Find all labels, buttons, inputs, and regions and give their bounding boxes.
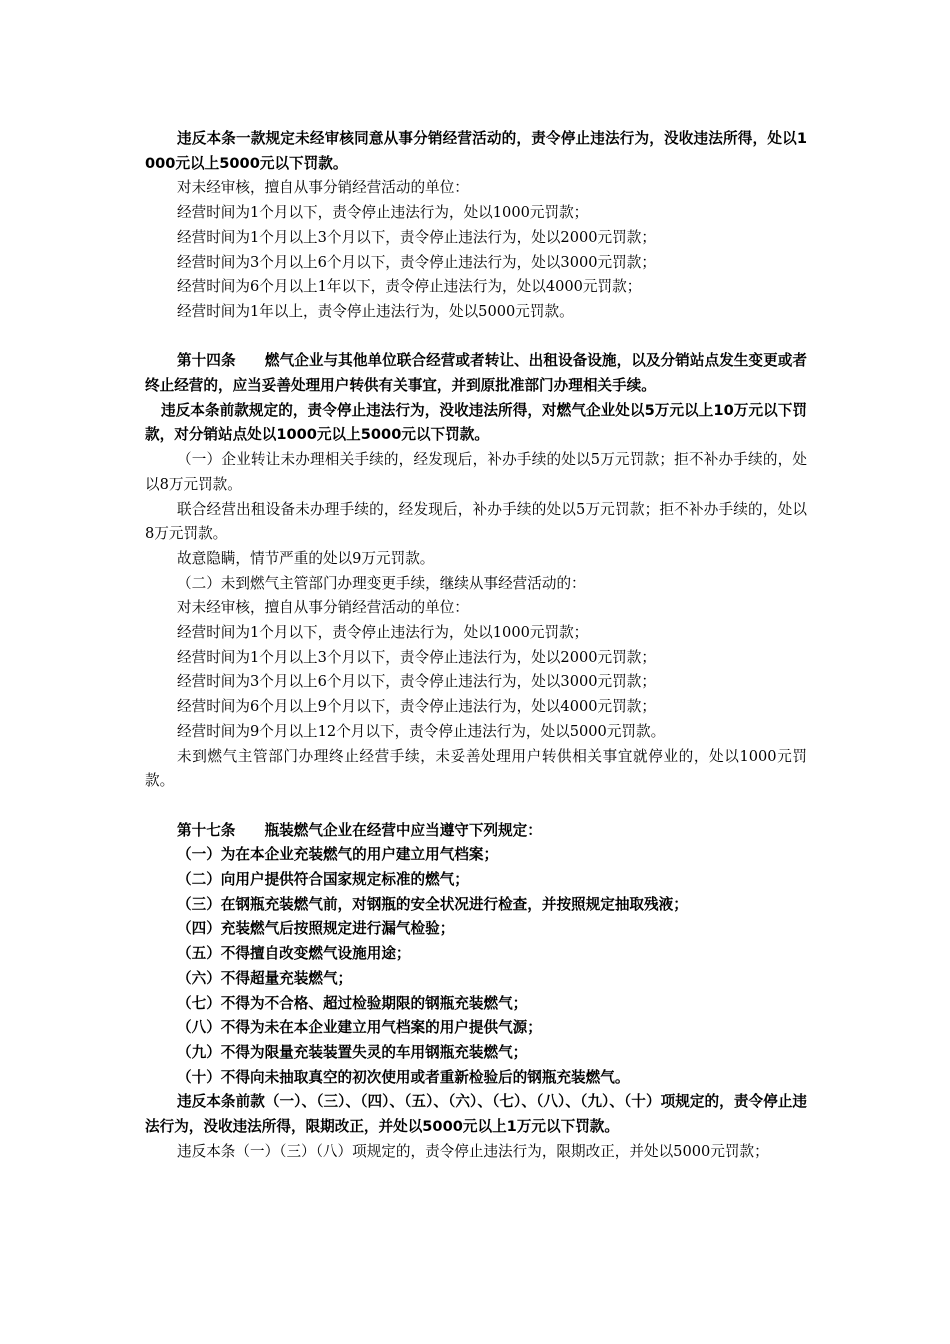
s13-line: 经营时间为3个月以上6个月以下，责令停止违法行为，处以3000元罚款； <box>177 253 656 271</box>
s14-line: 经营时间为1个月以上3个月以下，责令停止违法行为，处以2000元罚款； <box>177 648 656 666</box>
s14-line: 经营时间为1个月以下，责令停止违法行为，处以1000元罚款； <box>177 624 589 642</box>
s14-line: （二）未到燃气主管部门办理变更手续，继续从事经营活动的： <box>177 574 586 592</box>
s13-penalty-paragraph: 违反本条一款规定未经审核同意从事分销经营活动的，责令停止违法行为，没收违法所得，处以1000元以上5000元以下罚款。 <box>145 130 807 172</box>
s17-item: （四）充装燃气后按照规定进行漏气检验； <box>177 920 455 938</box>
s14-line: 未到燃气主管部门办理终止经营手续，未妥善处理用户转供相关事宜就停业的，处以1000元罚款。 <box>145 747 807 790</box>
s13-line: 经营时间为6个月以上1年以下，责令停止违法行为，处以4000元罚款； <box>177 278 642 296</box>
s17-item: （三）在钢瓶充装燃气前，对钢瓶的安全状况进行检查，并按照规定抽取残液； <box>177 895 688 913</box>
s13-line: 经营时间为1年以上，责令停止违法行为，处以5000元罚款。 <box>177 302 574 320</box>
s17-item: （七）不得为不合格、超过检验期限的钢瓶充装燃气； <box>177 994 528 1012</box>
s14-line: 故意隐瞒，情节严重的处以9万元罚款。 <box>177 549 435 567</box>
paragraph-gap <box>145 325 807 350</box>
s13-line: 经营时间为1个月以上3个月以下，责令停止违法行为，处以2000元罚款； <box>177 228 656 246</box>
article-17-heading: 第十七条 瓶装燃气企业在经营中应当遵守下列规定： <box>177 821 542 839</box>
s17-last-line: 违反本条（一）（三）（八）项规定的，责令停止违法行为，限期改正，并处以5000元罚款； <box>177 1142 769 1160</box>
s17-item: （八）不得为未在本企业建立用气档案的用户提供气源； <box>177 1019 542 1037</box>
s14-line: （一）企业转让未办理相关手续的，经发现后，补办手续的处以5万元罚款；拒不补办手续的，处以8万元罚款。 <box>145 451 807 493</box>
article-14-heading: 第十四条 燃气企业与其他单位联合经营或者转让、出租设备设施，以及分销站点发生变更或者终止经营的，应当妥善处理用户转供有关事宜，并到原批准部门办理相关手续。 <box>145 352 807 395</box>
s17-item: （一）为在本企业充装燃气的用户建立用气档案； <box>177 846 499 864</box>
s14-line: 经营时间为6个月以上9个月以下，责令停止违法行为，处以4000元罚款； <box>177 698 656 716</box>
s13-line: 对未经审核，擅自从事分销经营活动的单位： <box>177 179 469 197</box>
s14-penalty-paragraph: 违反本条前款规定的，责令停止违法行为，没收违法所得，对燃气企业处以5万元以上10万元以下罚款，对分销站点处以1000元以上5000元以下罚款。 <box>145 401 807 444</box>
s14-line: 经营时间为9个月以上12个月以下，责令停止违法行为，处以5000元罚款。 <box>177 722 666 740</box>
s17-item: （六）不得超量充装燃气； <box>177 969 353 987</box>
s17-item: （二）向用户提供符合国家规定标准的燃气； <box>177 871 469 889</box>
s14-line: 对未经审核，擅自从事分销经营活动的单位： <box>177 599 469 617</box>
s17-penalty-paragraph: 违反本条前款（一）、（三）、（四）、（五）、（六）、（七）、（八）、（九）、（十）项规定的，责令停止违法行为，没收违法所得，限期改正，并处以5000元以上1万元以下罚款。 <box>145 1093 807 1136</box>
s13-line: 经营时间为1个月以下，责令停止违法行为，处以1000元罚款； <box>177 204 589 222</box>
s17-item: （五）不得擅自改变燃气设施用途； <box>177 945 411 963</box>
s17-item: （九）不得为限量充装装置失灵的车用钢瓶充装燃气； <box>177 1043 528 1061</box>
s14-line: 联合经营出租设备未办理手续的，经发现后，补办手续的处以5万元罚款；拒不补办手续的，处以8万元罚款。 <box>145 500 807 543</box>
s14-line: 经营时间为3个月以上6个月以下，责令停止违法行为，处以3000元罚款； <box>177 673 656 691</box>
paragraph-gap <box>145 794 807 819</box>
s17-item: （十）不得向未抽取真空的初次使用或者重新检验后的钢瓶充装燃气。 <box>177 1068 630 1086</box>
document-body <box>145 127 807 1165</box>
